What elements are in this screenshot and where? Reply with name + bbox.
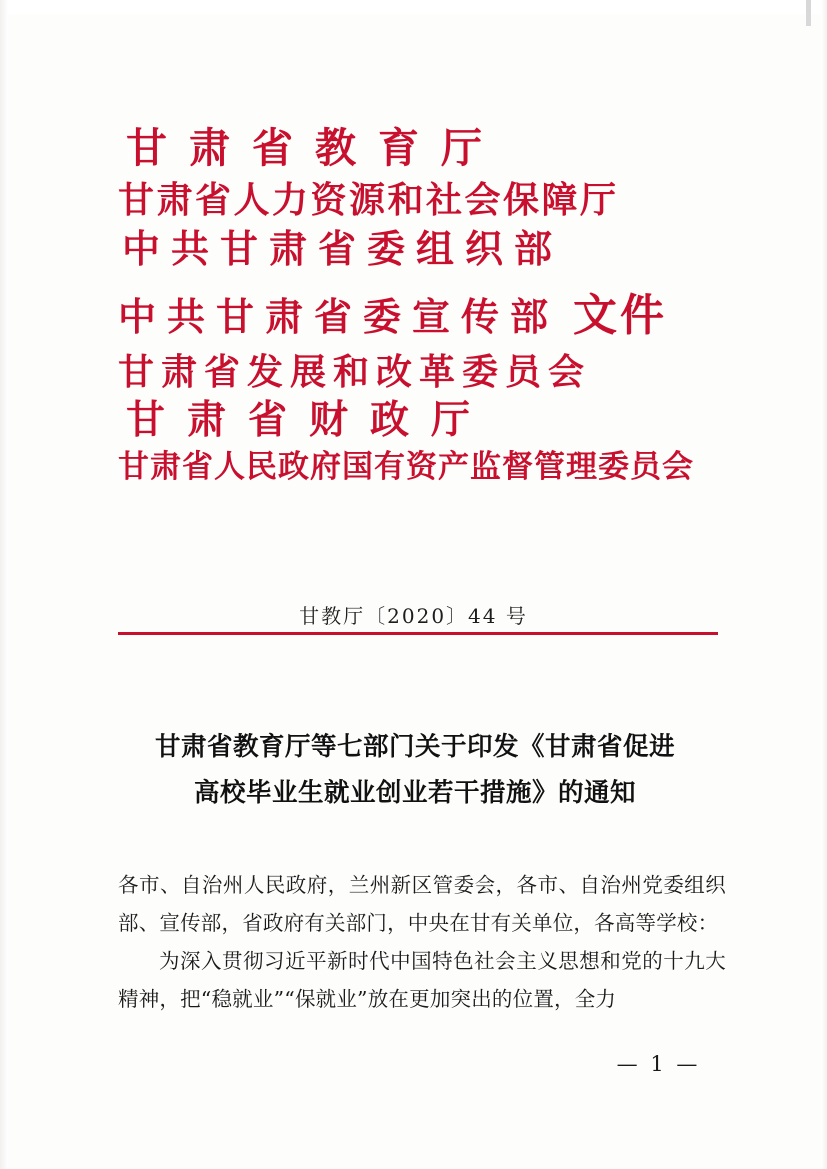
scan-edge-top [0, 0, 827, 14]
letterhead-line-6: 甘肃省财政厅 [126, 397, 493, 443]
letterhead-line-5: 甘肃省发展和改革委员会 [118, 351, 592, 393]
red-horizontal-rule [118, 632, 718, 635]
letterhead-line-4: 中共甘肃省委宣传部 [118, 294, 560, 339]
body-paragraph-opening: 为深入贯彻习近平新时代中国特色社会主义思想和党的十九大精神，把“稳就业”“保就业”放在更加突出的位置，全力 [118, 949, 726, 1011]
document-number: 甘教厅〔2020〕44 号 [299, 604, 528, 628]
scan-edge-right [821, 0, 827, 1169]
letterhead-line-1: 甘肃省教育厅 [126, 124, 504, 172]
letterhead-document-word: 文件 [573, 290, 668, 341]
scan-artifact-mark [806, 0, 811, 26]
letterhead-line-7: 甘肃省人民政府国有资产监督管理委员会 [118, 449, 694, 485]
letterhead [118, 124, 738, 485]
page-title-line-1: 甘肃省教育厅等七部门关于印发《甘肃省促进 [154, 732, 675, 762]
letterhead-line-2: 甘肃省人力资源和社会保障厅 [118, 179, 619, 221]
body-text [118, 866, 726, 1018]
page-title-line-2: 高校毕业生就业创业若干措施》的通知 [193, 778, 636, 808]
scan-edge-left [0, 0, 8, 1169]
letterhead-row-4 [118, 279, 738, 343]
page-title [106, 724, 724, 816]
body-paragraph-recipients: 各市、自治州人民政府，兰州新区管委会，各市、自治州党委组织部、宣传部，省政府有关部门，中央在甘有关单位，各高等学校： [118, 873, 726, 935]
letterhead-line-3: 中共甘肃省委组织部 [122, 226, 564, 271]
page-number: — 1 — [616, 1052, 701, 1076]
